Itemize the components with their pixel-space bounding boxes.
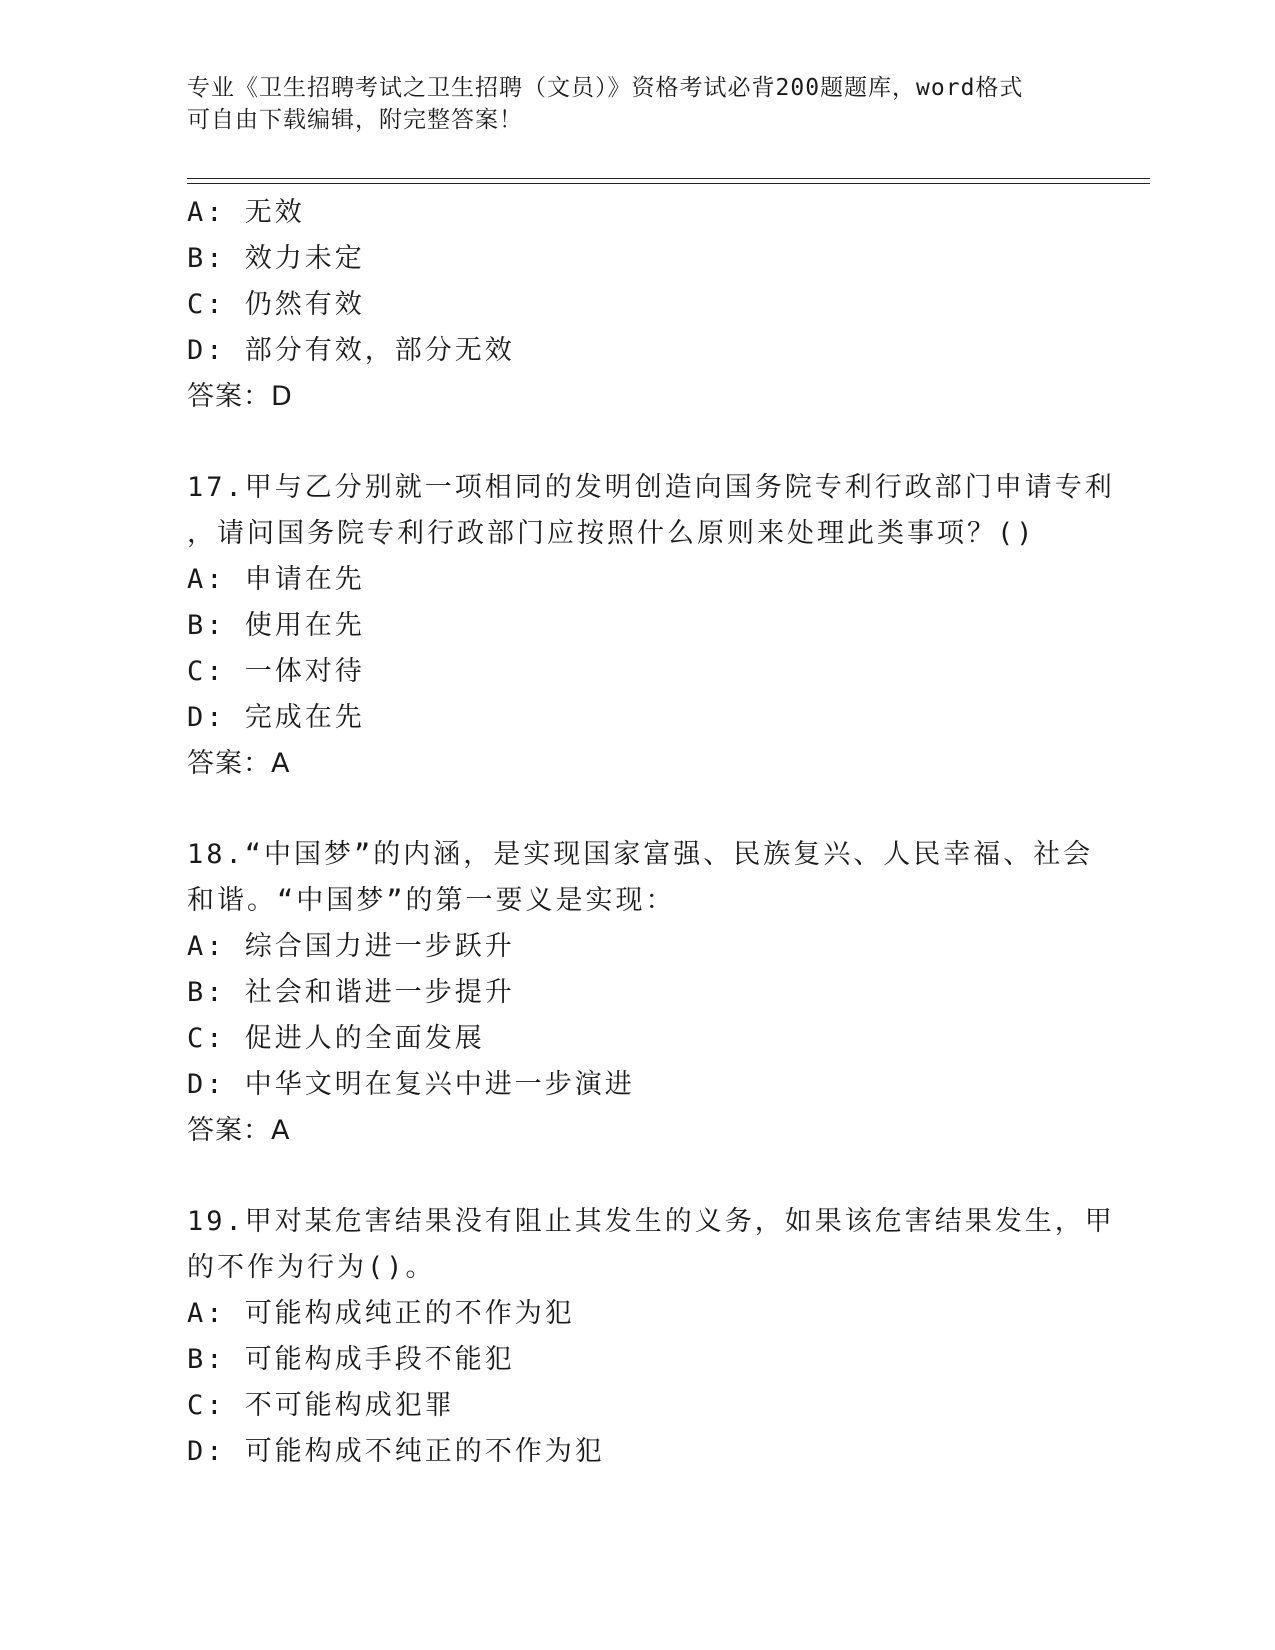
spacer xyxy=(187,420,1087,465)
option-a: A: 申请在先 xyxy=(187,564,365,595)
answer-line: 答案：A xyxy=(187,1115,291,1146)
option-b: B: 可能构成手段不能犯 xyxy=(187,1344,515,1375)
question-text-line-1: 17.甲与乙分别就一项相同的发明创造向国务院专利行政部门申请专利 xyxy=(187,472,1115,503)
option-c: C: 促进人的全面发展 xyxy=(187,1023,485,1054)
question-17 xyxy=(187,465,1115,787)
option-a: A: 可能构成纯正的不作为犯 xyxy=(187,1298,575,1329)
option-d: D: 可能构成不纯正的不作为犯 xyxy=(187,1436,605,1467)
header-divider-top xyxy=(187,178,1150,179)
option-c: C: 仍然有效 xyxy=(187,289,365,320)
spacer xyxy=(187,1154,1087,1199)
option-c: C: 不可能构成犯罪 xyxy=(187,1390,455,1421)
option-d: D: 中华文明在复兴中进一步演进 xyxy=(187,1069,635,1100)
header-divider-bottom xyxy=(187,183,1150,184)
question-text-line-2: ，请问国务院专利行政部门应按照什么原则来处理此类事项？() xyxy=(187,518,1036,549)
question-16 xyxy=(187,190,1087,420)
question-text-line-1: 19.甲对某危害结果没有阻止其发生的义务，如果该危害结果发生，甲 xyxy=(187,1206,1115,1237)
question-18 xyxy=(187,832,1094,1154)
header-title-line-2: 可自由下载编辑，附完整答案！ xyxy=(187,107,523,133)
option-b: B: 效力未定 xyxy=(187,243,365,274)
answer-line: 答案：D xyxy=(187,381,293,412)
header-title-line-1: 专业《卫生招聘考试之卫生招聘（文员）》资格考试必背200题题库，word格式 xyxy=(187,75,1024,101)
question-text-line-2: 的不作为行为()。 xyxy=(187,1252,436,1283)
question-19 xyxy=(187,1199,1115,1475)
question-list xyxy=(187,190,1115,1475)
option-d: D: 部分有效，部分无效 xyxy=(187,335,515,366)
question-text-line-1: 18.“中国梦”的内涵，是实现国家富强、民族复兴、人民幸福、社会 xyxy=(187,839,1094,870)
document-header xyxy=(187,72,1067,136)
option-d: D: 完成在先 xyxy=(187,702,365,733)
option-a: A: 综合国力进一步跃升 xyxy=(187,931,515,962)
option-a: A: 无效 xyxy=(187,197,305,228)
option-c: C: 一体对待 xyxy=(187,656,365,687)
option-b: B: 使用在先 xyxy=(187,610,365,641)
spacer xyxy=(187,787,1087,832)
question-text-line-2: 和谐。“中国梦”的第一要义是实现： xyxy=(187,885,676,916)
option-b: B: 社会和谐进一步提升 xyxy=(187,977,515,1008)
answer-line: 答案：A xyxy=(187,748,291,779)
